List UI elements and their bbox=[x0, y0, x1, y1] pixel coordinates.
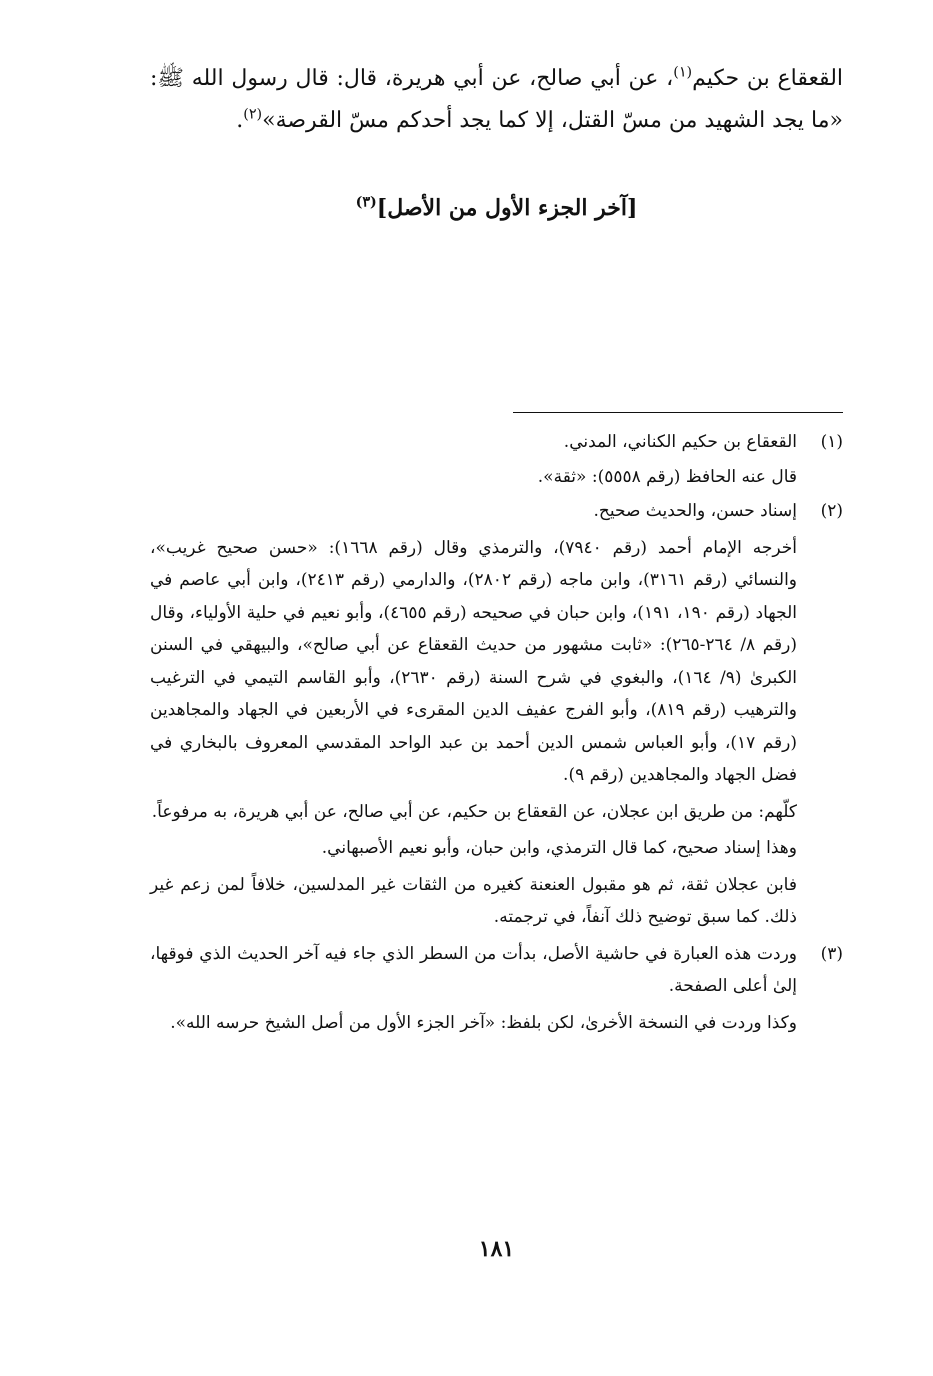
hadith-text-start: القعقاع بن حكيم bbox=[692, 66, 844, 91]
footnote-1 bbox=[150, 426, 843, 493]
footnote-paragraph: قال عنه الحافظ (رقم ٥٥٥٨): «ثقة». bbox=[537, 466, 797, 487]
hadith-text-end: . bbox=[236, 108, 244, 133]
footnote-paragraph: كلّهم: من طريق ابن عجلان، عن القعقاع بن حكيم، عن أبي صالح، عن أبي هريرة، به مرفوعاً. bbox=[151, 801, 797, 822]
footnote-paragraph: وردت هذه العبارة في حاشية الأصل، بدأت من السطر الذي جاء فيه آخر الحديث الذي فوقها، إلىٰ أعلى الصفحة. bbox=[150, 943, 797, 996]
main-text bbox=[150, 58, 843, 142]
footnote-divider bbox=[513, 412, 843, 413]
footnote-paragraph: أخرجه الإمام أحمد (رقم ٧٩٤٠)، والترمذي وقال (رقم ١٦٦٨): «حسن صحيح غريب»، والنسائي (رقم ٣١٦١)، وابن ماجه (رقم ٢٨٠٢)، والدارمي (رقم ٢٤١٣)، وابن أبي عاصم في الجهاد (رقم ١٩٠، ١٩١)، وابن حبان في صحيحه (رقم ٤٦٥٥)، وأبو نعيم في حلية الأولياء، وقال (رقم ٨/ ٢٦٤-٢٦٥): «ثابت مشهور من حديث القعقاع عن أبي صالح»، والبيهقي في السنن الكبرىٰ (٩/ ١٦٤)، والبغوي في شرح السنة (رقم ٢٦٣٠)، وأبو القاسم التيمي في الترغيب والترهيب (رقم ٨١٩)، وأبو الفرج عفيف الدين المقرىء في الأربعين في الجهاد والمجاهدين (رقم ١٧)، وأبو العباس شمس الدين أحمد بن عبد الواحد المقدسي المعروف بالبخاري في فضل الجهاد والمجاهدين (رقم ٩). bbox=[150, 537, 798, 785]
footnote-paragraph: وهذا إسناد صحيح، كما قال الترمذي، وابن حبان، وأبو نعيم الأصبهاني. bbox=[321, 838, 797, 858]
hadith-paragraph bbox=[150, 58, 843, 142]
section-end-text: [آخر الجزء الأول من الأصل] bbox=[376, 195, 638, 221]
footnote-ref-3[interactable]: (٣) bbox=[355, 194, 377, 211]
section-end-heading bbox=[150, 188, 843, 228]
footnote-number: (١) bbox=[820, 432, 843, 452]
footnote-number: (٢) bbox=[820, 501, 843, 521]
footnote-paragraph: القعقاع بن حكيم الكناني، المدني. bbox=[563, 432, 797, 452]
page bbox=[150, 0, 843, 1376]
footnote-ref-1[interactable]: (١) bbox=[673, 64, 693, 81]
footnote-number: (٣) bbox=[820, 943, 843, 964]
footnote-paragraph: إسناد حسن، والحديث صحيح. bbox=[593, 501, 797, 521]
footnote-2 bbox=[150, 495, 843, 934]
footnote-paragraph: فابن عجلان ثقة، ثم هو مقبول العنعنة كغيره من الثقات غير المدلسين، خلافاً لمن زعم غير ذلك. كما سبق توضيح ذلك آنفاً، في ترجمته. bbox=[150, 874, 797, 927]
footnote-ref-2[interactable]: (٢) bbox=[243, 106, 263, 123]
hadith-text: ، عن أبي صالح، عن أبي هريرة، قال: قال رسول الله ﷺ: «ما يجد الشهيد من مسّ القتل، إلا كما يجد أحدكم مسّ القرصة» bbox=[150, 66, 843, 133]
footnotes bbox=[150, 426, 843, 1041]
footnote-paragraph: وكذا وردت في النسخة الأخرىٰ، لكن بلفظ: «آخر الجزء الأول من أصل الشيخ حرسه الله». bbox=[170, 1012, 797, 1033]
footnote-3 bbox=[150, 938, 843, 1040]
page-number: ١٨١ bbox=[478, 1236, 515, 1262]
